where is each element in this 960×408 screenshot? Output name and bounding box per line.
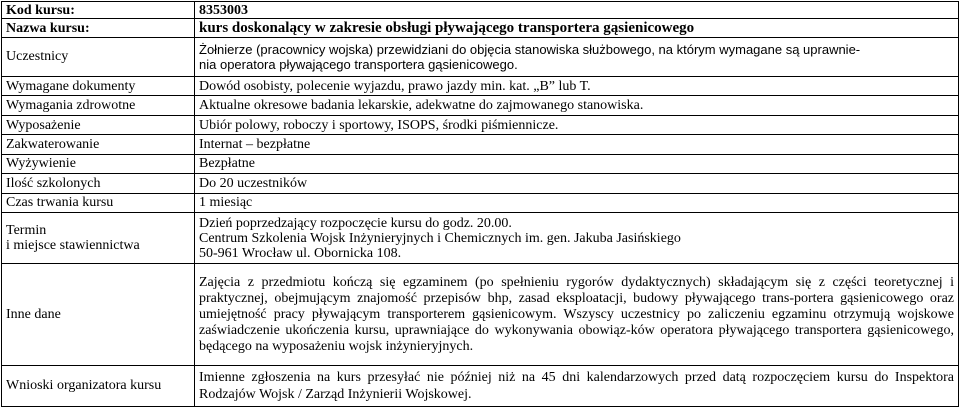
- label-course-name: Nazwa kursu:: [2, 19, 195, 37]
- row-required-documents: [2, 76, 959, 95]
- label-organizer-requests: Wnioski organizatora kursu: [2, 365, 195, 406]
- date-place-line-3: 50-961 Wrocław ul. Obornicka 108.: [199, 245, 402, 261]
- label-date-place: Termin i miejsce stawiennictwa: [2, 213, 195, 264]
- label-trainee-count: Ilość szkolonych: [2, 174, 195, 193]
- value-participants: Żołnierze (pracownicy wojska) przewidziani do objęcia stanowiska służbowego, na którym wymagane są uprawnie- nia operatora pływającego transportera gąsienicowego.: [195, 37, 959, 76]
- row-course-duration: [2, 193, 959, 212]
- row-course-name: [2, 19, 959, 37]
- value-health-requirements: Aktualne okresowe badania lekarskie, adekwatne do zajmowanego stanowiska.: [195, 96, 959, 115]
- label-other-data: Inne dane: [2, 264, 195, 366]
- value-organizer-requests: Imienne zgłoszenia na kurs przesyłać nie później niż na 45 dni kalendarzowych przed datą rozpoczęciem kursu do Inspektora Rodzajów Wojsk / Zarząd Inżynierii Wojskowej.: [195, 365, 959, 406]
- date-place-line-2: Centrum Szkolenia Wojsk Inżynieryjnych i Chemicznych im. gen. Jakuba Jasińskiego: [199, 230, 681, 246]
- label-required-documents: Wymagane dokumenty: [2, 76, 195, 95]
- row-organizer-requests: [2, 365, 959, 406]
- row-date-place: [2, 213, 959, 264]
- value-accommodation: Internat – bezpłatne: [195, 135, 959, 154]
- label-course-duration: Czas trwania kursu: [2, 193, 195, 212]
- value-date-place: [195, 213, 959, 264]
- label-accommodation: Zakwaterowanie: [2, 135, 195, 154]
- row-course-code: [2, 2, 959, 19]
- value-required-documents: Dowód osobisty, polecenie wyjazdu, prawo jazdy min. kat. „B” lub T.: [195, 76, 959, 95]
- label-equipment: Wyposażenie: [2, 115, 195, 134]
- label-meals: Wyżywienie: [2, 154, 195, 173]
- value-trainee-count: Do 20 uczestników: [195, 174, 959, 193]
- value-meals: Bezpłatne: [195, 154, 959, 173]
- label-participants: Uczestnicy: [2, 37, 195, 76]
- label-health-requirements: Wymagania zdrowotne: [2, 96, 195, 115]
- label-course-code: Kod kursu:: [2, 2, 195, 19]
- row-equipment: [2, 115, 959, 134]
- row-health-requirements: [2, 96, 959, 115]
- row-other-data: [2, 264, 959, 366]
- value-course-code: 8353003: [195, 2, 959, 19]
- value-equipment: Ubiór polowy, roboczy i sportowy, ISOPS, środki piśmiennicze.: [195, 115, 959, 134]
- row-meals: [2, 154, 959, 173]
- course-info-table: [1, 1, 959, 407]
- value-course-name: kurs doskonalący w zakresie obsługi pływającego transportera gąsienicowego: [195, 19, 959, 37]
- row-participants: [2, 37, 959, 76]
- date-place-line-1: Dzień poprzedzający rozpoczęcie kursu do godz. 20.00.: [199, 215, 512, 231]
- value-other-data: Zajęcia z przedmiotu kończą się egzaminem (po spełnieniu rygorów dydaktycznych) składającym się z części teoretycznej i praktycznej, obejmującym znajomość przepisów bhp, zasad eksploatacji, budowy pływającego trans-portera gąsienicowego oraz umiejętność pracy pływającym transporterem gąsienicowym. Wszyscy uczestnicy po zaliczeniu egzaminu otrzymują wojskowe zaświadczenie ukończenia kursu, uprawniające do wykonywania obowiąz-ków operatora pływającego transportera gąsienicowego, będącego na wyposażeniu wojsk inżynieryjnych.: [195, 264, 959, 366]
- value-course-duration: 1 miesiąc: [195, 193, 959, 212]
- row-accommodation: [2, 135, 959, 154]
- row-trainee-count: [2, 174, 959, 193]
